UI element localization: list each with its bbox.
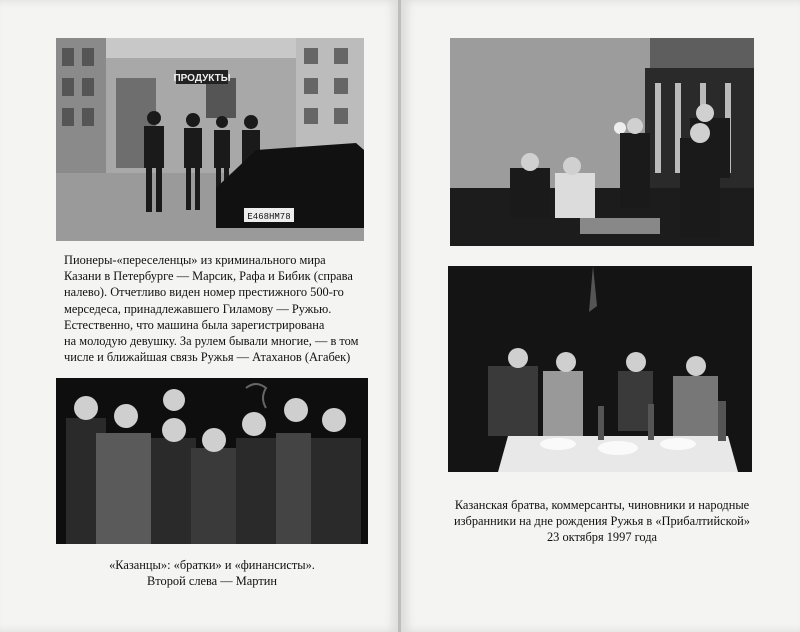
caption-line: Казани в Петербурге — Марсик, Рафа и Бибик (справа bbox=[64, 269, 353, 284]
caption-line: Естественно, что машина была зарегистрирована bbox=[64, 317, 325, 332]
hotel-room-photo-image bbox=[450, 38, 754, 246]
shop-sign-text: ПРОДУКТЫ bbox=[173, 73, 231, 84]
street-photo-image bbox=[56, 38, 364, 241]
right-page bbox=[401, 0, 800, 632]
caption-line: на молодую девушку. За рулем бывали многие, — в том bbox=[64, 334, 359, 349]
caption-line: избранники на дне рождения Ружья в «Прибалтийской» bbox=[454, 514, 750, 529]
caption-line: «Казанцы»: «братки» и «финансисты». bbox=[109, 558, 315, 572]
banquet-photo-caption bbox=[430, 497, 774, 546]
caption-line: Второй слева — Мартин bbox=[146, 574, 277, 589]
caption-line: 23 октября 1997 года bbox=[546, 530, 658, 545]
hotel-room-photo bbox=[450, 38, 754, 246]
banquet-photo-image bbox=[448, 266, 752, 472]
left-page bbox=[0, 0, 399, 632]
group-photo bbox=[56, 378, 368, 544]
group-photo-image bbox=[56, 378, 368, 544]
street-photo bbox=[56, 38, 364, 241]
license-plate-text: Е468НМ78 bbox=[247, 212, 291, 222]
group-photo-caption bbox=[56, 557, 368, 589]
caption-line: мерседеса, принадлежавшего Гиламову — Ружью. bbox=[64, 301, 332, 316]
banquet-photo bbox=[448, 266, 752, 472]
street-photo-caption bbox=[64, 252, 359, 365]
caption-line: Пионеры-«переселенцы» из криминального мира bbox=[64, 253, 326, 267]
caption-line: налево). Отчетливо виден номер престижного 500-го bbox=[64, 285, 344, 300]
caption-line: числе и ближайшая связь Ружья — Атаханов (Агабек) bbox=[64, 350, 351, 365]
caption-line: Казанская братва, коммерсанты, чиновники и народные bbox=[454, 498, 750, 512]
